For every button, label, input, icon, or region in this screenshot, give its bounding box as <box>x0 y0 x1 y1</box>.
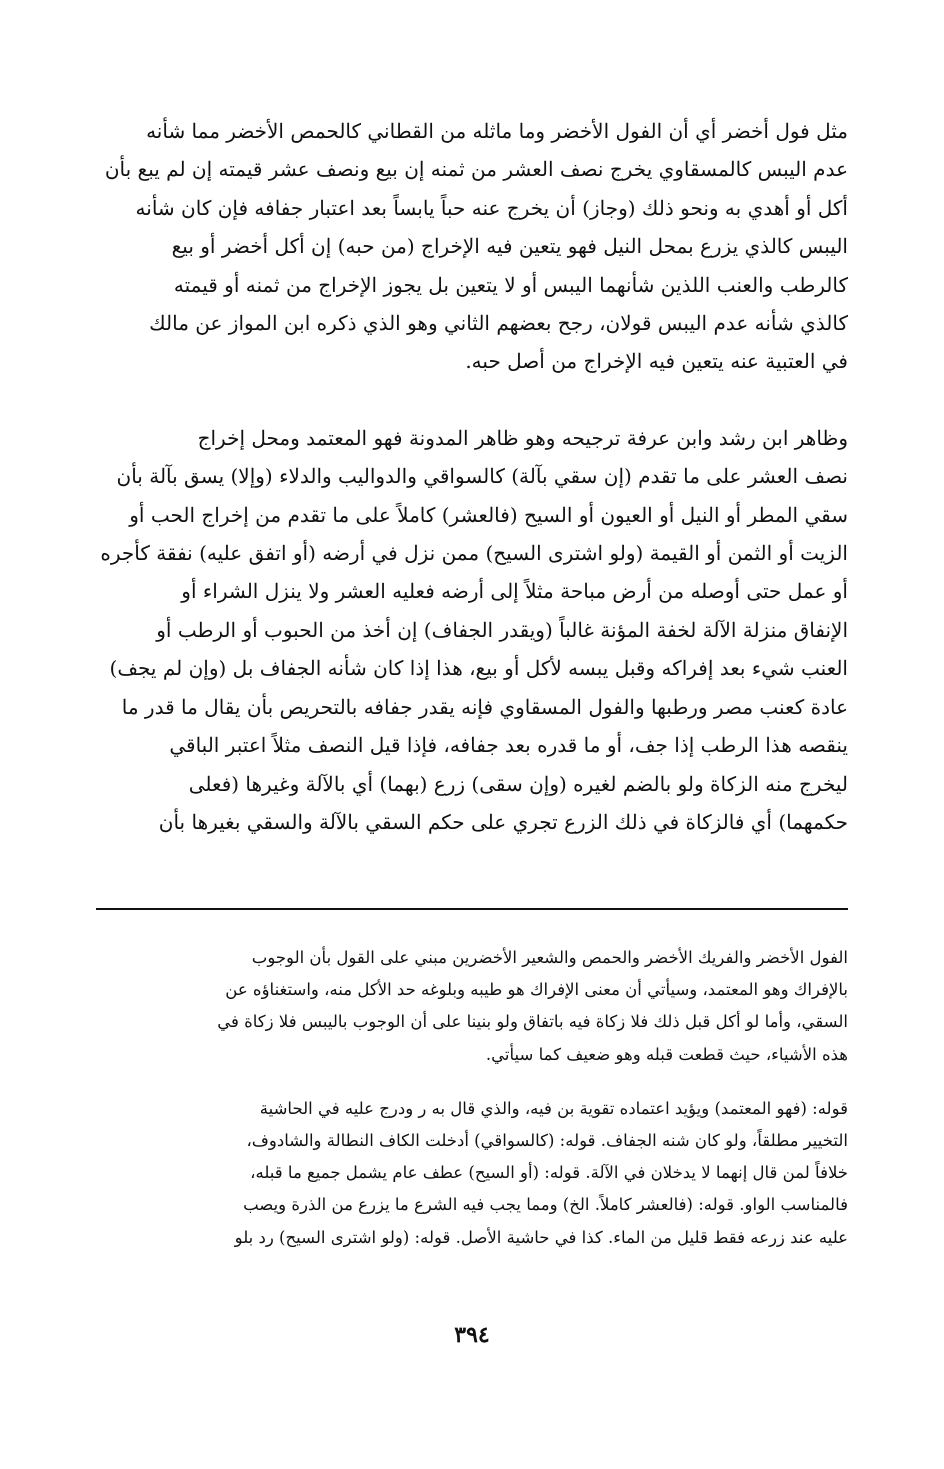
footnote-line: السقي، وأما لو أكل قبل ذلك فلا زكاة فيه باتفاق ولو بنينا على أن الوجوب باليبس فلا زكاة في <box>217 1012 848 1032</box>
footnote-line: فالمناسب الواو. قوله: (فالعشر كاملاً. الخ) ومما يجب فيه الشرع ما يزرع من الذرة ويصب <box>243 1195 848 1215</box>
text-line: أو عمل حتى أوصله من أرض مباحة مثلاً إلى أرضه فعليه العشر ولا ينزل الشراء أو <box>181 579 848 604</box>
footnote-line: الفول الأخضر والفريك الأخضر والحمص والشعير الأخضرين مبني على القول بأن الوجوب <box>251 948 848 967</box>
text-line: عدم اليبس كالمسقاوي يخرج نصف العشر من ثمنه إن بيع ونصف عشر قيمته إن لم يبع بأن <box>104 157 848 182</box>
footnote-line: التخيير مطلقاً، ولو كان شنه الجفاف. قوله: (كالسواقي) أدخلت الكاف النطالة والشادوف، <box>246 1131 848 1151</box>
footnote-1 <box>96 942 848 1071</box>
footnote-line: هذه الأشياء، حيث قطعت قبله وهو ضعيف كما سيأتي. <box>485 1044 848 1064</box>
main-text <box>96 112 848 841</box>
footnotes <box>96 942 848 1254</box>
text-line: نصف العشر على ما تقدم (إن سقي بآلة) كالسواقي والدواليب والدلاء (وإلا) يسق بآلة بأن <box>116 464 848 489</box>
footnote-2 <box>96 1093 848 1254</box>
text-line: عادة كعنب مصر ورطبها والفول المسقاوي فإنه يقدر جفافه بالتحريص بأن يقال ما قدر ما <box>121 694 848 719</box>
text-line: أكل أو أهدي به ونحو ذلك (وجاز) أن يخرج عنه حباً يابساً بعد اعتبار جفافه فإن كان شأنه <box>135 195 848 220</box>
text-line: الزيت أو الثمن أو القيمة (ولو اشترى السيح) ممن نزل في أرضه (أو اتفق عليه) نفقة كأجره <box>100 541 848 566</box>
text-line: حكمهما) أي فالزكاة في ذلك الزرع تجري على حكم السقي بالآلة والسقي بغيرها بأن <box>158 809 848 834</box>
paragraph-1 <box>96 112 848 381</box>
text-line: العنب شيء بعد إفراكه وقبل يبسه لأكل أو بيع، هذا إذا كان شأنه الجفاف بل (وإن لم يجف) <box>109 656 848 681</box>
footnote-line: بالإفراك وهو المعتمد، وسيأتي أن معنى الإفراك هو طيبه وبلوغه حد الأكل منه، واستغناؤه عن <box>225 980 848 1000</box>
text-line: الإنفاق منزلة الآلة لخفة المؤنة غالباً (ويقدر الجفاف) إن أخذ من الحبوب أو الرطب أو <box>156 617 848 642</box>
text-line: وظاهر ابن رشد وابن عرفة ترجيحه وهو ظاهر المدونة فهو المعتمد ومحل إخراج <box>197 425 848 450</box>
paragraph-2 <box>96 419 848 841</box>
footnote-separator <box>96 908 848 910</box>
text-line: مثل فول أخضر أي أن الفول الأخضر وما ماثله من القطاني كالحمص الأخضر مما شأنه <box>146 119 848 143</box>
text-line: ينقصه هذا الرطب إذا جف، أو ما قدره بعد جفافه، فإذا قيل النصف مثلاً اعتبر الباقي <box>169 733 848 758</box>
text-line: سقي المطر أو النيل أو العيون أو السيح (فالعشر) كاملاً على ما تقدم من إخراج الحب أو <box>129 502 848 527</box>
footnote-line: عليه عند زرعه فقط قليل من الماء. كذا في حاشية الأصل. قوله: (ولو اشترى السيح) رد بلو <box>234 1227 848 1247</box>
text-line: كالذي شأنه عدم اليبس قولان، رجح بعضهم الثاني وهو الذي ذكره ابن المواز عن مالك <box>149 311 848 336</box>
footnote-line: خلافاً لمن قال إنهما لا يدخلان في الآلة. قوله: (أو السيح) عطف عام يشمل جميع ما قبله، <box>250 1163 848 1183</box>
text-line: ليخرج منه الزكاة ولو بالضم لغيره (وإن سقى) زرع (بهما) أي بالآلة وغيرها (فعلى <box>188 771 848 796</box>
text-line: كالرطب والعنب اللذين شأنهما اليبس أو لا يتعين بل يجوز الإخراج من ثمنه أو قيمته <box>173 272 848 297</box>
text-line: في العتبية عنه يتعين فيه الإخراج من أصل حبه. <box>465 349 848 374</box>
footnote-line: قوله: (فهو المعتمد) ويؤيد اعتماده تقوية بن فيه، والذي قال به ر ودرج عليه في الحاشية <box>259 1098 848 1118</box>
page-number: ٣٩٤ <box>454 1322 490 1348</box>
text-line: اليبس كالذي يزرع بمحل النيل فهو يتعين فيه الإخراج (من حبه) إن أكل أخضر أو بيع <box>171 234 848 259</box>
